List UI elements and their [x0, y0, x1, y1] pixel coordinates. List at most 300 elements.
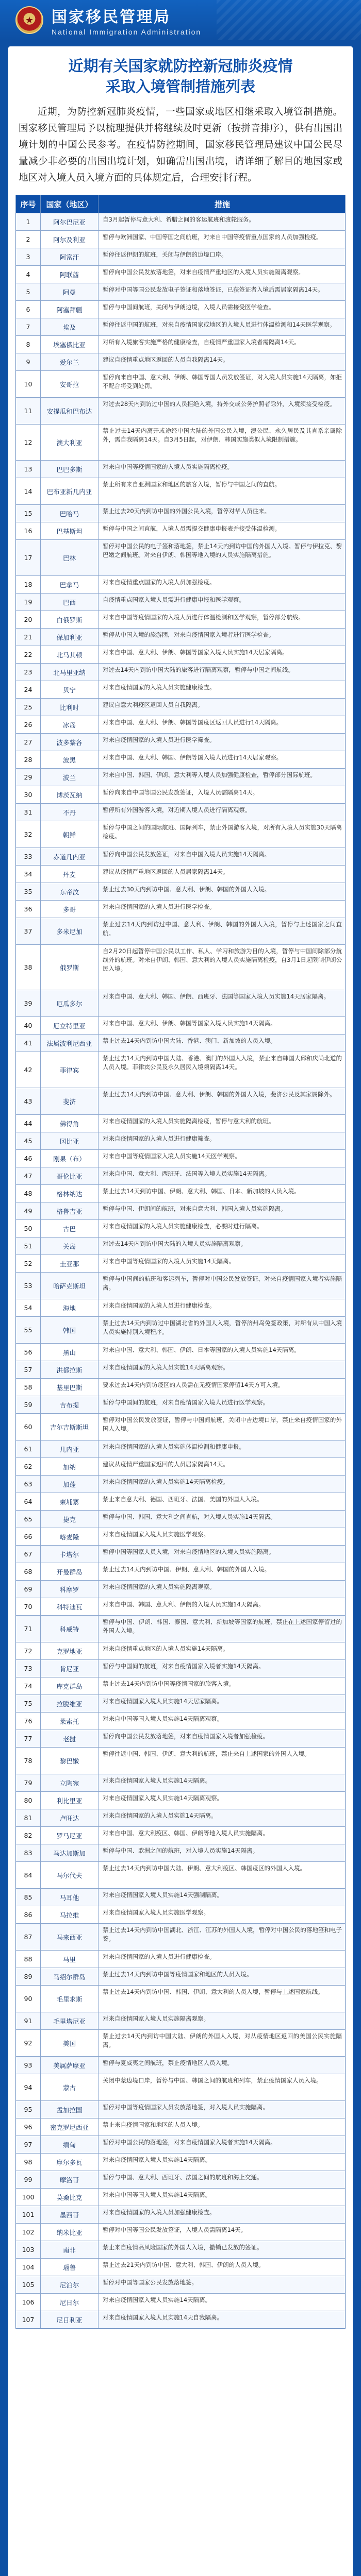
row-country: 冰岛 [41, 716, 99, 733]
row-number: 101 [16, 2206, 41, 2223]
row-measure: 对来自疫情重点国家的入境人员加强检疫。 [103, 579, 216, 586]
table-row [16, 353, 345, 370]
row-number: 69 [16, 1581, 41, 1598]
row-country: 马达加斯加 [41, 1844, 99, 1861]
table-row [16, 1149, 345, 1167]
title-line-2: 采取入境管制措施列表 [105, 78, 255, 95]
row-measure: 禁止过去14天内到访中国等疫情国家和地区的人员入境。 [103, 1971, 253, 1978]
row-measure: 暂停与夏威夷之间航班，禁止疫情地区人员入境。 [103, 2059, 233, 2066]
row-measure: 对过去28天内到访过中国的人员拒绝入境，持外交或公务护照者除外，入境须接受检疫。 [103, 400, 336, 408]
row-measure: 对来自疫情国家入境人员实施14天强制隔离。 [103, 1891, 223, 1899]
row-number: 102 [16, 2224, 41, 2241]
row-country: 克罗地亚 [41, 1642, 99, 1659]
row-country: 爱尔兰 [41, 353, 99, 370]
row-measure: 禁止过去14天内到访中国湖北、浙江、江苏的外国人入境，暂停对中国公民的落地签和电子签。 [103, 1926, 342, 1942]
row-number: 2 [16, 231, 41, 248]
row-measure: 对来自疫情国家的入境人员进行健康检查。 [103, 1953, 216, 1960]
row-country: 黎巴嫩 [41, 1748, 99, 1774]
row-measure: 对来自疫情国家入境人员实施14天隔离。 [103, 1777, 211, 1784]
row-measure: 暂停与中国、欧洲之间的航班，对入境人员实施14天隔离。 [103, 1847, 259, 1854]
row-number: 72 [16, 1642, 41, 1659]
row-number: 60 [16, 1414, 41, 1440]
row-country: 毛里求斯 [41, 1986, 99, 2012]
row-number: 11 [16, 398, 41, 424]
row-number: 84 [16, 1862, 41, 1888]
row-number: 10 [16, 371, 41, 397]
row-number: 86 [16, 1906, 41, 1923]
table-row [16, 1413, 345, 1440]
row-number: 65 [16, 1511, 41, 1528]
row-number: 97 [16, 2136, 41, 2153]
row-number: 50 [16, 1220, 41, 1237]
header-decoration [217, 0, 361, 40]
row-number: 68 [16, 1563, 41, 1580]
row-number: 16 [16, 522, 41, 539]
row-number: 48 [16, 1185, 41, 1202]
row-number: 90 [16, 1986, 41, 2012]
row-measure: 禁止过去14天内离开或途经中国大陆的外国公民入境，澳公民、永久居民及其直系亲属除外，需自我隔离14天。自3月5日起，对伊朗、韩国实施类似入境限制措施。 [103, 427, 342, 443]
row-number: 46 [16, 1150, 41, 1167]
row-measure: 暂停从中国入境的旅游团，对来自疫情国家入境者进行医学检查。 [103, 631, 275, 638]
table-body [16, 213, 345, 2328]
row-measure: 暂停与欧洲国家、中国等国之间航班，对来自中国等疫情重点国家的人员加强检疫。 [103, 233, 322, 241]
row-country: 开曼群岛 [41, 1563, 99, 1580]
table-row [16, 1272, 345, 1299]
row-country: 加蓬 [41, 1476, 99, 1493]
table-row [16, 522, 345, 539]
row-measure: 对来自疫情重点地区的入境人员实施14天隔离。 [103, 1645, 229, 1652]
row-measure: 对来自中国等疫情国家入境人员实施14天医学观察。 [103, 1153, 241, 1160]
table-row [16, 2012, 345, 2029]
row-country: 东帝汶 [41, 883, 99, 900]
row-number: 44 [16, 1115, 41, 1132]
row-number: 21 [16, 629, 41, 646]
row-measure: 禁止过去14天内到访中国大陆、香港、澳门、新加坡的人员入境。 [103, 1037, 276, 1044]
row-country: 埃塞俄比亚 [41, 336, 99, 353]
row-measure: 暂停向来自中国、意大利、伊朗、韩国等国人员发放签证，对入境人员实施14天隔离，如拒不配合将受到处罚。 [103, 374, 342, 389]
row-measure: 对来自疫情国家的入境人员加强健康检查。 [103, 2209, 216, 2216]
table-row [16, 1791, 345, 1809]
row-number: 99 [16, 2171, 41, 2188]
row-measure: 暂停向中国公民发放落地签，对来自疫情严重地区的入境人员实施隔离观察。 [103, 268, 304, 276]
row-measure: 暂停与中国之间直航，入境人员需提交健康申报表并接受体温检测。 [103, 525, 281, 532]
table-row [16, 1114, 345, 1132]
row-country: 马耳他 [41, 1889, 99, 1906]
table-row [16, 2100, 345, 2118]
table-row [16, 478, 345, 504]
row-country: 巴林 [41, 540, 99, 575]
row-number: 8 [16, 336, 41, 353]
row-country: 美属萨摩亚 [41, 2057, 99, 2074]
row-number: 30 [16, 786, 41, 803]
row-measure: 禁止过去14天到访中国、伊朗、意大利、韩国、日本、新加坡的人员入境。 [103, 1188, 300, 1195]
row-country: 丹麦 [41, 866, 99, 883]
row-measure: 对来自疫情国家的入境人员实施隔离观察。 [103, 1583, 216, 1590]
row-measure: 暂停中国等国家人员入境，对来自疫情地区的入境人员实施隔离。 [103, 1548, 275, 1555]
row-measure: 建议从疫情严重地区返回的人员居家隔离14天。 [103, 868, 229, 875]
table-row [16, 1202, 345, 1219]
row-country: 波兰 [41, 769, 99, 786]
row-country: 马拉维 [41, 1906, 99, 1923]
table-row [16, 1580, 345, 1598]
table-row [16, 1493, 345, 1510]
row-country: 朝鲜 [41, 821, 99, 848]
table-row [16, 1088, 345, 1114]
row-measure: 对所有入境旅客实施严格的健康检查，自疫情严重国家入境者需隔离14天。 [103, 338, 300, 346]
row-measure: 对来自中国、意大利、伊朗、韩国等国家入境人员实施14天居家隔离。 [103, 649, 288, 656]
row-country: 冈比亚 [41, 1132, 99, 1149]
row-number: 36 [16, 901, 41, 918]
table-row [16, 1034, 345, 1052]
row-number: 1 [16, 213, 41, 230]
table-row [16, 1809, 345, 1826]
row-country: 瑙鲁 [41, 2259, 99, 2276]
row-number: 38 [16, 945, 41, 990]
row-number: 81 [16, 1809, 41, 1826]
row-country: 科特迪瓦 [41, 1598, 99, 1615]
row-country: 比利时 [41, 699, 99, 716]
row-number: 96 [16, 2119, 41, 2136]
row-measure: 禁止来自意大利、德国、西班牙、法国、美国的外国人入境。 [103, 1496, 263, 1503]
header-title-en: National Immigration Administration [52, 28, 202, 36]
table-row [16, 1545, 345, 1563]
row-measure: 对来自中国、意大利、韩国、伊朗、日本等国家的入境人员实施14天隔离。 [103, 1346, 300, 1353]
row-number: 78 [16, 1748, 41, 1774]
row-number: 66 [16, 1528, 41, 1545]
row-country: 白俄罗斯 [41, 611, 99, 628]
row-number: 6 [16, 301, 41, 318]
table-row [16, 865, 345, 883]
row-measure: 对来自疫情国家入境人员实施医学观察。 [103, 1909, 209, 1916]
row-number: 22 [16, 646, 41, 663]
row-measure: 对来自疫情国家的入境人员实施健康检查，必要时进行隔离。 [103, 1223, 263, 1230]
row-number: 105 [16, 2276, 41, 2293]
header-measure: 措施 [214, 199, 230, 209]
row-measure: 对来自疫情国家入境人员实施14天隔离。 [103, 2156, 211, 2163]
row-measure: 暂停对中国等国公民发放签证，入境人员需隔离14天。 [103, 2226, 247, 2233]
row-country: 罗马尼亚 [41, 1827, 99, 1844]
row-country: 贝宁 [41, 681, 99, 698]
row-measure: 禁止过去14天内到访中国、意大利、伊朗、韩国的外国人入境，斐济公民及其家属除外。 [103, 1091, 336, 1098]
row-measure: 对来自中国等国入境人员实施14天隔离。 [103, 2191, 211, 2198]
row-measure: 对来自疫情国家的入境人员实施14天隔离观察。 [103, 1364, 229, 1371]
row-number: 34 [16, 866, 41, 883]
row-number: 27 [16, 734, 41, 751]
row-country: 科威特 [41, 1616, 99, 1642]
row-country: 摩尔多瓦 [41, 2154, 99, 2171]
row-number: 29 [16, 769, 41, 786]
row-measure: 禁止过去14天内到访过中国、意大利、伊朗、韩国的外国人入境，暂停与上述国家之间直航。 [103, 921, 342, 937]
row-measure: 暂停所有外国游客入境，对近期入境人员进行隔离观察。 [103, 806, 251, 814]
row-measure: 禁止过去14天内到访中国大陆、伊朗的外国人入境，对从疫情地区返回的美国公民实施隔离。 [103, 2032, 342, 2048]
table-row [16, 2188, 345, 2206]
row-country: 美国 [41, 2030, 99, 2056]
row-country: 圭亚那 [41, 1255, 99, 1272]
document-title [15, 56, 346, 97]
row-country: 科摩罗 [41, 1581, 99, 1598]
row-number: 100 [16, 2189, 41, 2206]
table-row [16, 1677, 345, 1694]
row-number: 24 [16, 681, 41, 698]
row-country: 海地 [41, 1299, 99, 1316]
row-measure: 禁止过去14天内到访中国等疫情国家的旅客入境。 [103, 1680, 235, 1687]
row-country: 阿联酋 [41, 266, 99, 283]
row-number: 80 [16, 1792, 41, 1809]
row-number: 32 [16, 821, 41, 848]
row-country: 关岛 [41, 1238, 99, 1255]
table-row [16, 2136, 345, 2153]
row-measure: 对来自中国等疫情国家的入境人员进行体温检测和医学观察，暂停部分航线。 [103, 614, 304, 621]
row-country: 立陶宛 [41, 1774, 99, 1791]
table-row [16, 2029, 345, 2056]
table-row [16, 1316, 345, 1343]
row-country: 马里 [41, 1951, 99, 1968]
row-country: 捷克 [41, 1511, 99, 1528]
row-country: 马绍尔群岛 [41, 1968, 99, 1985]
row-measure: 对来自中国等疫情国家的入境人员实施14天隔离。 [103, 1258, 235, 1265]
row-measure: 暂停往返中国的航班，对来自疫情国家或地区的入境人员进行体温检测和14天医学观察。 [103, 321, 336, 328]
row-measure: 对来自疫情国家入境人员实施医学观察。 [103, 1531, 209, 1538]
row-measure: 对过去14天内到访中国大陆的入境人员实施隔离观察。 [103, 1240, 247, 1247]
row-country: 阿塞拜疆 [41, 301, 99, 318]
table-row [16, 1132, 345, 1149]
table-row [16, 628, 345, 646]
table-row [16, 248, 345, 265]
row-number: 49 [16, 1202, 41, 1219]
row-measure: 禁止过去14天内到访过中国湖北省的外国人入境，暂停济州岛免签政策，对所有从中国入境人员实施特别入境程序。 [103, 1319, 342, 1335]
row-number: 52 [16, 1255, 41, 1272]
row-country: 孟加拉国 [41, 2101, 99, 2118]
row-country: 格鲁吉亚 [41, 1202, 99, 1219]
table-row [16, 318, 345, 335]
row-measure: 自疫情重点国家入境人员需进行健康申报和医学观察。 [103, 596, 245, 603]
row-measure: 暂停对中国公民的电子签和落地签，禁止14天内到访中国的外国人入境。暂停与伊拉克、黎巴嫩之间航班。对来自伊朗、韩国等地入境的人员实施隔离措施。 [103, 543, 342, 558]
table-row [16, 1906, 345, 1923]
row-number: 4 [16, 266, 41, 283]
row-measure: 暂停与中国之间的国际航班、国际列车，禁止外国游客入境，对所有入境人员实施30天隔离检疫。 [103, 824, 342, 840]
row-measure: 对来自疫情国家入境人员实施14天居家隔离。 [103, 1698, 223, 1705]
row-number: 63 [16, 1476, 41, 1493]
table-row [16, 918, 345, 944]
table-row [16, 575, 345, 593]
table-row [16, 990, 345, 1016]
table-row [16, 1458, 345, 1475]
row-country: 巴拿马 [41, 576, 99, 593]
table-row [16, 1888, 345, 1906]
row-measure: 暂停向中国公民发放签证，对来自中国入境人员实施14天隔离。 [103, 851, 271, 858]
row-measure: 禁止来自疫情高风险国家的外国人入境，撤销已发放的签证。 [103, 2244, 263, 2251]
row-measure: 暂停与中国间的航班和客运列车，暂停对中国公民发放签证，对来自疫情国家入境者实施隔离。 [103, 1275, 342, 1291]
table-row [16, 2223, 345, 2241]
table-row [16, 539, 345, 575]
table-row [16, 230, 345, 248]
intro-paragraph: 近期，为防控新冠肺炎疫情，一些国家或地区相继采取入境管制措施。国家移民管理局予以梳理提供并将继续及时更新（按拼音排序），供有出国出境计划的中国公民参考。在疫情防控期间，国家移民管理局建议中国公民尽量减少非必要的出国出境计划，如确需出国出境，请详细了解目的地国家或地区对入境人员入境方面的具体规定后，合理安排行程。 [19, 107, 342, 183]
row-country: 几内亚 [41, 1440, 99, 1458]
row-number: 25 [16, 699, 41, 716]
row-number: 53 [16, 1273, 41, 1299]
table-row [16, 2074, 345, 2100]
police-emblem-icon: ★ [15, 6, 43, 34]
table-row [16, 1861, 345, 1888]
row-country: 吉尔吉斯斯坦 [41, 1414, 99, 1440]
row-country: 厄立特里亚 [41, 1017, 99, 1034]
row-country: 阿尔及利亚 [41, 231, 99, 248]
row-number: 94 [16, 2074, 41, 2100]
row-number: 9 [16, 353, 41, 370]
row-number: 82 [16, 1827, 41, 1844]
row-country: 厄瓜多尔 [41, 990, 99, 1016]
row-number: 95 [16, 2101, 41, 2118]
row-measure: 要求过去14天内到访疫区的人员需在无疫情国家停留14天方可入境。 [103, 1381, 284, 1388]
table-row [16, 1052, 345, 1088]
row-country: 喀麦隆 [41, 1528, 99, 1545]
header-title-cn: 国家移民管理局 [52, 8, 171, 26]
row-country: 巴哈马 [41, 505, 99, 522]
row-country: 尼日利亚 [41, 2311, 99, 2328]
row-number: 56 [16, 1344, 41, 1361]
row-number: 88 [16, 1951, 41, 1968]
row-country: 格林纳达 [41, 1185, 99, 1202]
header-title [52, 4, 201, 36]
row-measure: 对来自中国、韩国、意大利、伊朗的入境人员实施14天隔离。 [103, 1601, 265, 1608]
row-measure: 禁止过去20天内到访中国的外国公民入境，暂停对华人员往来。 [103, 507, 271, 515]
row-number: 67 [16, 1546, 41, 1563]
table-row [16, 1440, 345, 1458]
table-row [16, 283, 345, 300]
table-row [16, 593, 345, 611]
row-country: 多哥 [41, 901, 99, 918]
row-number: 13 [16, 461, 41, 478]
measures-table [15, 195, 346, 2329]
row-number: 43 [16, 1088, 41, 1114]
row-number: 73 [16, 1660, 41, 1677]
row-country: 斐济 [41, 1088, 99, 1114]
table-row [16, 1844, 345, 1861]
row-number: 74 [16, 1677, 41, 1694]
table-row [16, 1378, 345, 1396]
row-number: 15 [16, 505, 41, 522]
row-number: 28 [16, 751, 41, 768]
table-row [16, 1659, 345, 1677]
header-country: 国家（地区） [41, 195, 99, 213]
table-row [16, 2241, 345, 2258]
table-row [16, 1528, 345, 1545]
row-number: 17 [16, 540, 41, 575]
row-measure: 暂停对中国公民发放签证，暂停与中国间航班，关闭中吉边境口岸，禁止来自疫情国家的外国人入境。 [103, 1416, 342, 1432]
table-row [16, 1968, 345, 1985]
row-country: 北马其顿 [41, 646, 99, 663]
row-measure: 暂停往返中国、韩国、伊朗、意大利的航班，禁止来自上述国家的外国人入境。 [103, 1750, 310, 1757]
row-number: 20 [16, 611, 41, 628]
row-measure: 禁止过去14天内到访中国、伊朗、意大利、韩国的外国人入境。 [103, 1566, 271, 1573]
row-country: 库克群岛 [41, 1677, 99, 1694]
table-row [16, 768, 345, 786]
row-measure: 建议自疫情重点地区返回的人员自我隔离14天。 [103, 356, 229, 363]
row-country: 波黑 [41, 751, 99, 768]
table-row [16, 1826, 345, 1844]
row-measure: 对来自疫情国家的入境人员实施健康检查。 [103, 684, 216, 691]
row-country: 基里巴斯 [41, 1379, 99, 1396]
table-row [16, 2276, 345, 2293]
table-row [16, 733, 345, 751]
row-number: 87 [16, 1924, 41, 1950]
row-country: 保加利亚 [41, 629, 99, 646]
row-number: 103 [16, 2241, 41, 2258]
row-measure: 对来自疫情国家的入境人员进行健康检查。 [103, 1302, 216, 1309]
row-measure: 对来自疫情国家入境人员实施14天隔离观察。 [103, 1794, 223, 1802]
row-country: 尼日尔 [41, 2294, 99, 2311]
row-measure: 禁止过去30天内到访中国、意大利、伊朗、韩国的外国人入境。 [103, 886, 271, 893]
title-line-1: 近期有关国家就防控新冠肺炎疫情 [68, 57, 293, 75]
row-country: 阿尔巴尼亚 [41, 213, 99, 230]
row-number: 42 [16, 1052, 41, 1088]
header [0, 0, 361, 40]
row-country: 洪都拉斯 [41, 1361, 99, 1378]
row-number: 59 [16, 1396, 41, 1413]
row-measure: 暂停对中国等国家公民发放落地签。 [103, 2279, 198, 2286]
table-row [16, 1219, 345, 1237]
table-row [16, 1747, 345, 1774]
row-number: 75 [16, 1695, 41, 1712]
table-row [16, 1475, 345, 1493]
row-measure: 对来自疫情国家的入境人员进行医学筛查。 [103, 736, 216, 743]
row-measure: 暂停与中国间的航班，对来自疫情国家入境人员进行医学观察。 [103, 1399, 269, 1406]
row-number: 70 [16, 1598, 41, 1615]
row-number: 18 [16, 576, 41, 593]
row-number: 85 [16, 1889, 41, 1906]
row-measure: 对来自疫情国家的入境人员进行健康筛查。 [103, 1135, 216, 1142]
row-measure: 自3月起暂停与意大利、希腊之间的客运航班和渡轮服务。 [103, 216, 255, 223]
table-row [16, 1184, 345, 1202]
table-row [16, 663, 345, 681]
row-country: 纳米比亚 [41, 2224, 99, 2241]
row-measure: 禁止所有来自亚洲国家和地区的旅客入境，暂停与中国之间的直航。 [103, 481, 281, 488]
row-measure: 对来自中国等疫情国家的入境人员实施隔离检疫。 [103, 463, 233, 470]
row-number: 89 [16, 1968, 41, 1985]
table-row [16, 900, 345, 918]
table-row [16, 821, 345, 848]
row-country: 加纳 [41, 1458, 99, 1475]
table-row [16, 1642, 345, 1659]
row-measure: 对来自疫情国家入境人员实施14天自我隔离。 [103, 2314, 223, 2321]
row-measure: 对来自中国、意大利、西班牙、法国等入境人员实施14天隔离。 [103, 1170, 271, 1177]
row-country: 毛里塔尼亚 [41, 2012, 99, 2029]
row-measure: 禁止过去21天内到访中国、意大利、韩国、伊朗的人员入境。 [103, 2261, 265, 2268]
row-number: 33 [16, 848, 41, 865]
table-row [16, 803, 345, 821]
table-row [16, 370, 345, 397]
row-number: 37 [16, 918, 41, 944]
row-measure: 对来自疫情国家入境人员实施隔离观察。 [103, 2015, 209, 2022]
row-country: 赤道几内亚 [41, 848, 99, 865]
table-row [16, 213, 345, 230]
row-country: 尼泊尔 [41, 2276, 99, 2293]
table-row [16, 504, 345, 522]
table-row [16, 681, 345, 698]
row-measure: 暂停对中国等疫情国家人员发放落地签，对入境人员实施隔离。 [103, 2104, 269, 2111]
row-number: 3 [16, 248, 41, 265]
table-row [16, 300, 345, 318]
row-country: 法属波利尼西亚 [41, 1035, 99, 1052]
table-row [16, 1237, 345, 1255]
table-row [16, 1563, 345, 1580]
table-row [16, 944, 345, 990]
row-number: 54 [16, 1299, 41, 1316]
table-row [16, 1598, 345, 1615]
row-country: 阿曼 [41, 283, 99, 300]
row-number: 57 [16, 1361, 41, 1378]
table-row [16, 2118, 345, 2136]
